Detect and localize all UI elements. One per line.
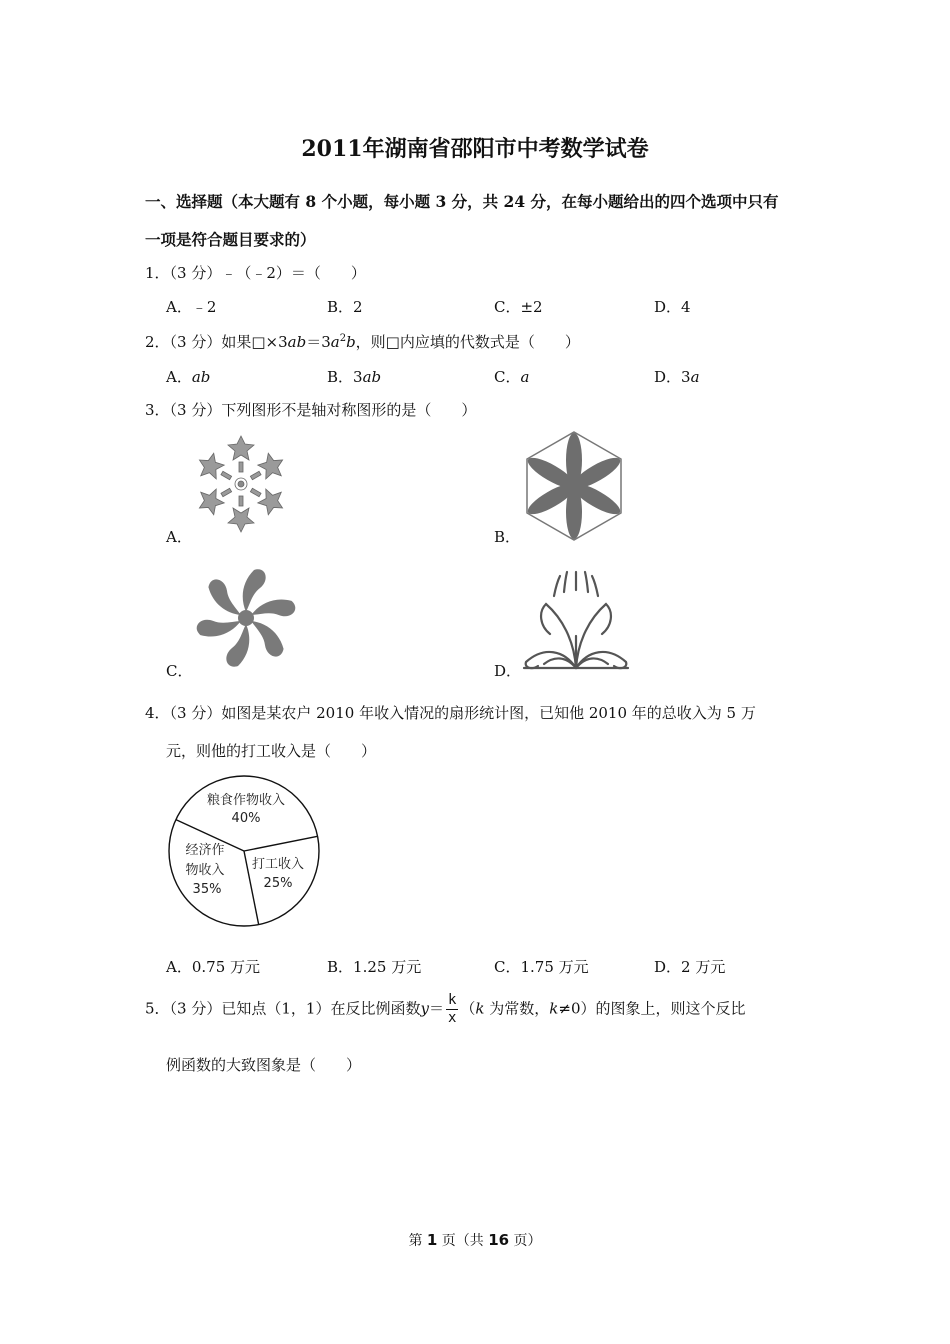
- page-footer: 第 1 页（共 16 页）: [408, 1231, 542, 1249]
- q3-option-a: A．: [166, 528, 192, 546]
- page-total: 16: [488, 1231, 510, 1249]
- section-heading-line1: 一、选择题（本大题有 8 个小题，每小题 3 分，共 24 分，在每小题给出的四个选项中只有: [145, 192, 779, 211]
- figure-b-hexagon-flower: [516, 430, 632, 542]
- pie-value-cash: 35%: [192, 882, 222, 897]
- figure-d-plant: [518, 570, 634, 674]
- page-number: 1: [426, 1231, 438, 1249]
- pie-label-labor: 打工收入: [251, 857, 305, 872]
- q1-option-d: D．4: [654, 298, 691, 316]
- fraction-k-over-x: $\frac{k}{x}$: [447, 992, 457, 1026]
- q2-option-a: A．ab: [166, 368, 211, 386]
- page-title: 2011年湖南省邵阳市中考数学试卷: [301, 136, 649, 162]
- q3-option-c: C．: [166, 662, 193, 680]
- pie-value-grain: 40%: [231, 811, 261, 826]
- q3-option-b: B．: [494, 528, 521, 546]
- pie-label-cash-line2: 物收入: [185, 863, 225, 878]
- figure-c-pinwheel: [190, 562, 302, 674]
- question-5-line1: 5．（3 分）已知点（1，1）在反比例函数y＝ $\frac{k}{x}$ （k 为常数，k≠0）的图象上，则这个反比: [145, 992, 746, 1026]
- q1-option-b: B．2: [327, 298, 363, 316]
- q4-option-c: C．1.75 万元: [494, 958, 589, 976]
- q1-option-a: A．﹣2: [166, 298, 217, 316]
- pie-divider-grain-end: [244, 836, 318, 851]
- q2-option-c: C．a: [494, 368, 530, 386]
- question-1: 1．（3 分）﹣（﹣2）＝（ ）: [145, 264, 366, 282]
- figure-a-snowflake: [188, 428, 294, 540]
- pie-value-labor: 25%: [263, 876, 293, 891]
- q4-option-b: B．1.25 万元: [327, 958, 422, 976]
- q2-option-d: D．3a: [654, 368, 700, 386]
- q3-option-d: D．: [494, 662, 522, 680]
- income-pie-chart: [160, 770, 330, 930]
- question-3: 3．（3 分）下列图形不是轴对称图形的是（ ）: [145, 401, 477, 419]
- pie-label-cash-line1: 经济作: [185, 843, 225, 858]
- q2-option-b: B．3ab: [327, 368, 382, 386]
- question-5-line2: 例函数的大致图象是（ ）: [166, 1056, 362, 1074]
- question-2: 2．（3 分）如果$□\times 3ab=3a^2b$，则□内应填的代数式是（ ）: [145, 333, 580, 351]
- pie-label-grain: 粮食作物收入: [206, 793, 286, 808]
- question-4-line2: 元，则他的打工收入是（ ）: [166, 742, 377, 760]
- section-heading-line2: 一项是符合题目要求的）: [145, 230, 316, 249]
- q1-option-c: C．±2: [494, 298, 543, 316]
- question-4-line1: 4．（3 分）如图是某农户 2010 年收入情况的扇形统计图，已知他 2010 年的总收入为 5 万: [145, 704, 756, 722]
- q4-option-a: A．0.75 万元: [166, 958, 260, 976]
- q4-option-d: D．2 万元: [654, 958, 726, 976]
